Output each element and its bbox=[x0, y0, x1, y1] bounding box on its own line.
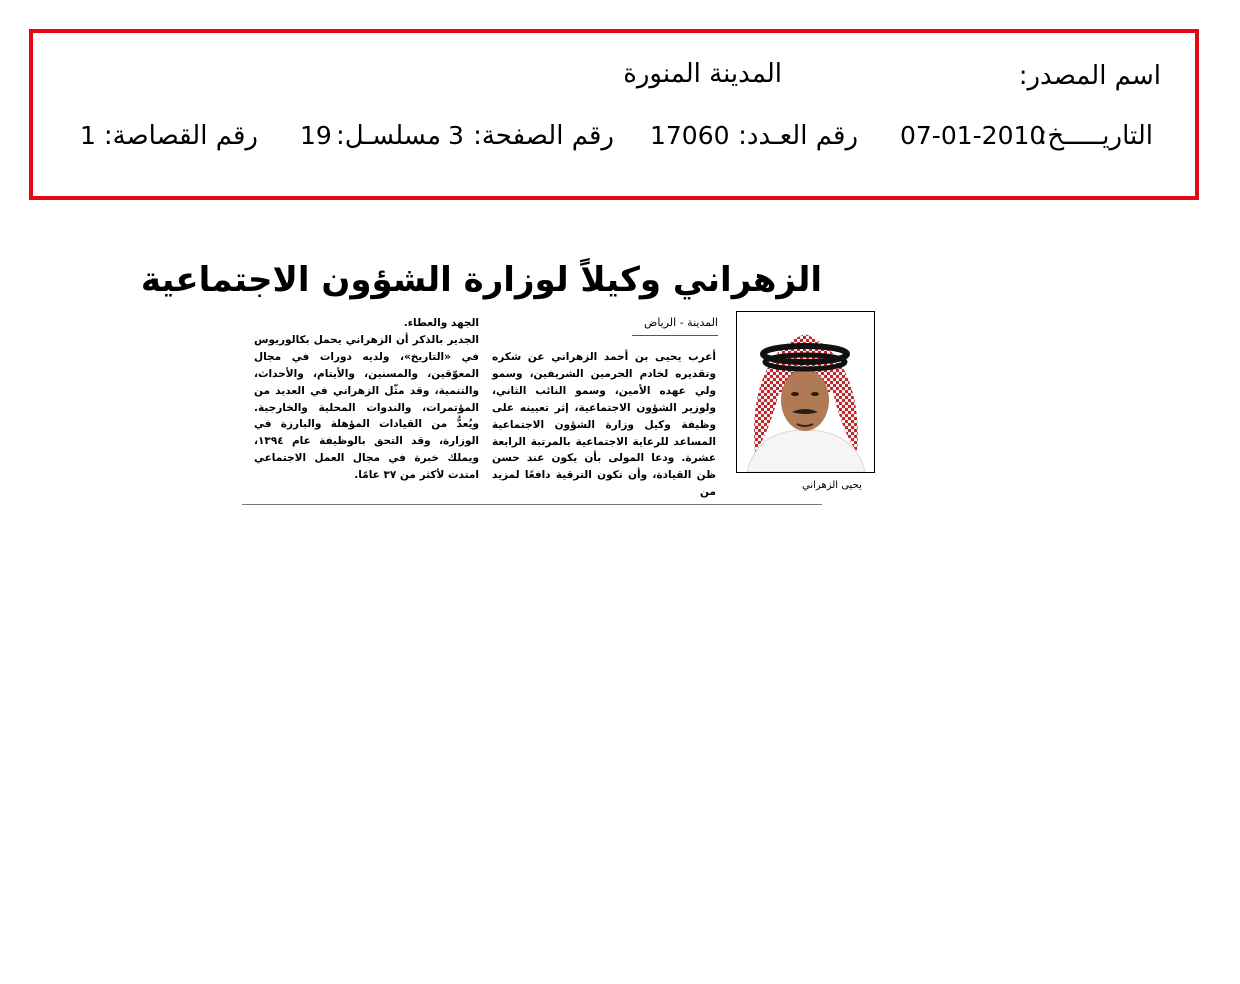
page-value: 3 bbox=[448, 121, 464, 150]
date-label: التاريـــــخ: bbox=[1038, 121, 1153, 151]
article-dateline: المدينة - الرياض bbox=[644, 316, 718, 329]
article-bottom-divider bbox=[242, 504, 822, 505]
column-right-text: أعرب يحيى بن أحمد الزهراني عن شكره وتقديره لخادم الحرمين الشريفين، وسمو ولي عهده الأمين، وسمو النائب الثاني، ولوزير الشؤون الاجتماعية، إثر تعيينه على وظيفة وكيل وزارة الشؤون الاجتماعية المساعد للرعاية الاجتماعية بالمرتبة الرابعة عشرة. ودعا المولى بأن يكون عند حسن ظن القيادة، وأن تكون الترقية دافعًا لمزيد من bbox=[492, 351, 716, 499]
portrait-photo-icon bbox=[737, 312, 874, 472]
column-left-text: الجدير بالذكر أن الزهراني يحمل بكالوريوس في «التاريخ»، ولديه دورات في مجال المعوّقين، والمسنين، والأيتام، والأحداث، والتنمية، وقد مثّل الزهراني في العديد من المؤتمرات، والندوات المحلية والخارجية. ويُعدُّ من القيادات المؤهلة والبارزة في الوزارة، وقد التحق بالوظيفة عام ١٣٩٤، ويملك خبرة في مجال العمل الاجتماعي امتدت لأكثر من ٣٧ عامًا. bbox=[254, 333, 479, 482]
serial-label: مسلسـل: bbox=[336, 121, 441, 151]
source-label: اسم المصدر: bbox=[1018, 61, 1161, 91]
source-info-box bbox=[29, 29, 1199, 200]
clip-value: 1 bbox=[80, 121, 96, 150]
photo-caption: يحيى الزهراني bbox=[802, 480, 862, 491]
column-left-first-line: الجهد والعطاء. bbox=[403, 317, 479, 329]
issue-label: رقم العـدد: bbox=[738, 121, 858, 151]
source-value: المدينة المنورة bbox=[623, 59, 782, 89]
dateline-divider bbox=[632, 335, 718, 336]
clip-label: رقم القصاصة: bbox=[103, 121, 258, 151]
article-headline: الزهراني وكيلاً لوزارة الشؤون الاجتماعية bbox=[140, 260, 822, 300]
news-clipping bbox=[140, 240, 880, 510]
serial-value: 19 bbox=[300, 121, 332, 150]
article-column-left bbox=[254, 315, 479, 484]
page-label: رقم الصفحة: bbox=[473, 121, 614, 151]
article-column-right bbox=[492, 349, 716, 501]
date-value: 07-01-2010 bbox=[900, 121, 1046, 150]
issue-value: 17060 bbox=[650, 121, 730, 150]
portrait-photo bbox=[736, 311, 875, 473]
